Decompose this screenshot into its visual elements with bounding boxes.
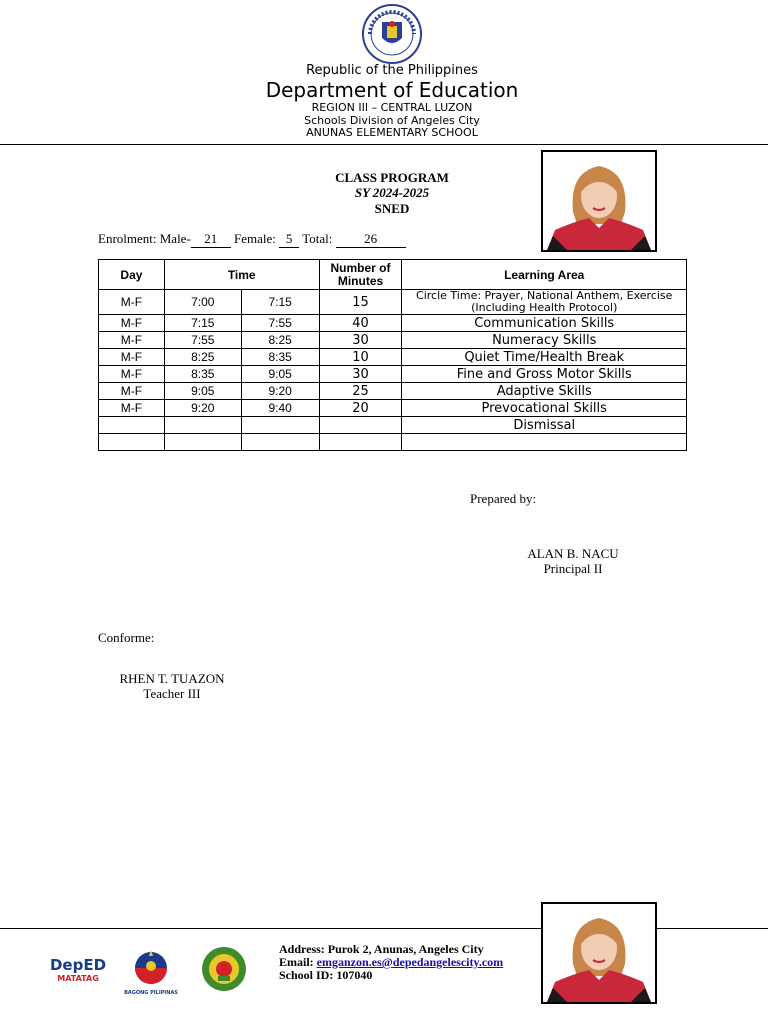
conforme-title: Teacher III bbox=[143, 686, 201, 701]
bagong-pilipinas-text: BAGONG PILIPINAS bbox=[124, 990, 178, 996]
row-minutes: 15 bbox=[319, 290, 402, 315]
row-area: Dismissal bbox=[402, 417, 687, 434]
footer-school-id bbox=[279, 969, 372, 982]
row-start bbox=[164, 417, 241, 434]
school-id-label: School ID: bbox=[279, 968, 334, 982]
row-minutes: 10 bbox=[319, 349, 402, 366]
row-minutes: 40 bbox=[319, 315, 402, 332]
program-type: SNED bbox=[374, 201, 410, 216]
row-area: Fine and Gross Motor Skills bbox=[402, 366, 687, 383]
row-end: 7:55 bbox=[241, 315, 319, 332]
address-label: Address: bbox=[279, 942, 325, 956]
row-start: 9:20 bbox=[164, 400, 241, 417]
school-logo bbox=[198, 946, 250, 992]
teacher-photo bbox=[541, 150, 657, 252]
female-label: Female: bbox=[234, 231, 276, 246]
row-minutes bbox=[319, 434, 402, 451]
enrolment-line bbox=[98, 231, 406, 248]
row-area: Numeracy Skills bbox=[402, 332, 687, 349]
row-minutes bbox=[319, 417, 402, 434]
row-minutes: 30 bbox=[319, 332, 402, 349]
row-end: 9:05 bbox=[241, 366, 319, 383]
matatag-logo-text: MATATAG bbox=[57, 974, 99, 983]
row-area: Adaptive Skills bbox=[402, 383, 687, 400]
row-day: M-F bbox=[99, 315, 165, 332]
table-row bbox=[99, 332, 687, 349]
deped-logo-text: DepED bbox=[49, 956, 107, 974]
male-count: 21 bbox=[191, 231, 231, 248]
row-area: Quiet Time/Health Break bbox=[402, 349, 687, 366]
republic-line: Republic of the Philippines bbox=[306, 63, 478, 78]
total-label: Total: bbox=[302, 231, 333, 246]
row-end: 8:25 bbox=[241, 332, 319, 349]
row-area bbox=[402, 434, 687, 451]
conforme-name: RHEN T. TUAZON bbox=[119, 671, 225, 686]
row-start: 7:15 bbox=[164, 315, 241, 332]
row-minutes: 25 bbox=[319, 383, 402, 400]
program-title: CLASS PROGRAM bbox=[335, 170, 449, 185]
table-row bbox=[99, 383, 687, 400]
class-program-table bbox=[98, 259, 687, 451]
bagong-pilipinas-emblem-icon bbox=[120, 946, 182, 986]
header-day: Day bbox=[99, 260, 165, 290]
deped-matatag-logo bbox=[48, 948, 108, 994]
table-row bbox=[99, 290, 687, 315]
department-title: Department of Education bbox=[265, 78, 519, 102]
row-day bbox=[99, 417, 165, 434]
prepared-by-label: Prepared by: bbox=[470, 491, 537, 506]
school-year: SY 2024-2025 bbox=[354, 185, 430, 200]
enrolment-label: Enrolment: Male- bbox=[98, 231, 191, 246]
conforme-label: Conforme: bbox=[98, 630, 155, 645]
row-day: M-F bbox=[99, 383, 165, 400]
region-line: REGION III – CENTRAL LUZON bbox=[311, 101, 473, 114]
email-link[interactable]: emganzon.es@depedangelescity.com bbox=[316, 955, 504, 969]
table-row bbox=[99, 400, 687, 417]
header-time: Time bbox=[164, 260, 319, 290]
row-end: 9:40 bbox=[241, 400, 319, 417]
header-divider bbox=[0, 144, 768, 145]
deped-seal-logo bbox=[360, 4, 424, 64]
row-minutes: 30 bbox=[319, 366, 402, 383]
female-count: 5 bbox=[279, 231, 299, 248]
prepared-by-title: Principal II bbox=[543, 561, 603, 576]
row-end: 9:20 bbox=[241, 383, 319, 400]
row-day: M-F bbox=[99, 400, 165, 417]
email-label: Email: bbox=[279, 955, 314, 969]
row-end: 7:15 bbox=[241, 290, 319, 315]
header-learning-area: Learning Area bbox=[402, 260, 687, 290]
row-area: Communication Skills bbox=[402, 315, 687, 332]
table-row bbox=[99, 315, 687, 332]
row-start: 7:55 bbox=[164, 332, 241, 349]
row-end: 8:35 bbox=[241, 349, 319, 366]
table-row bbox=[99, 349, 687, 366]
teacher-photo-footer bbox=[541, 902, 657, 1004]
row-minutes: 20 bbox=[319, 400, 402, 417]
total-count: 26 bbox=[336, 231, 406, 248]
table-header-row bbox=[99, 260, 687, 290]
school-id-value: 107040 bbox=[336, 968, 373, 982]
row-area: Circle Time: Prayer, National Anthem, Exercise (Including Health Protocol) bbox=[402, 290, 687, 315]
row-end bbox=[241, 434, 319, 451]
row-day bbox=[99, 434, 165, 451]
row-start: 8:35 bbox=[164, 366, 241, 383]
row-start bbox=[164, 434, 241, 451]
bagong-pilipinas-logo bbox=[120, 946, 182, 996]
table-row bbox=[99, 417, 687, 434]
row-start: 9:05 bbox=[164, 383, 241, 400]
row-day: M-F bbox=[99, 332, 165, 349]
header-minutes: Number of Minutes bbox=[319, 260, 402, 290]
school-name: ANUNAS ELEMENTARY SCHOOL bbox=[306, 126, 478, 139]
division-line: Schools Division of Angeles City bbox=[304, 114, 480, 127]
row-day: M-F bbox=[99, 290, 165, 315]
table-row bbox=[99, 434, 687, 451]
prepared-by-name: ALAN B. NACU bbox=[527, 546, 619, 561]
table-row bbox=[99, 366, 687, 383]
row-area: Prevocational Skills bbox=[402, 400, 687, 417]
row-end bbox=[241, 417, 319, 434]
row-start: 8:25 bbox=[164, 349, 241, 366]
row-day: M-F bbox=[99, 349, 165, 366]
row-day: M-F bbox=[99, 366, 165, 383]
row-start: 7:00 bbox=[164, 290, 241, 315]
address-value: Purok 2, Anunas, Angeles City bbox=[327, 942, 484, 956]
